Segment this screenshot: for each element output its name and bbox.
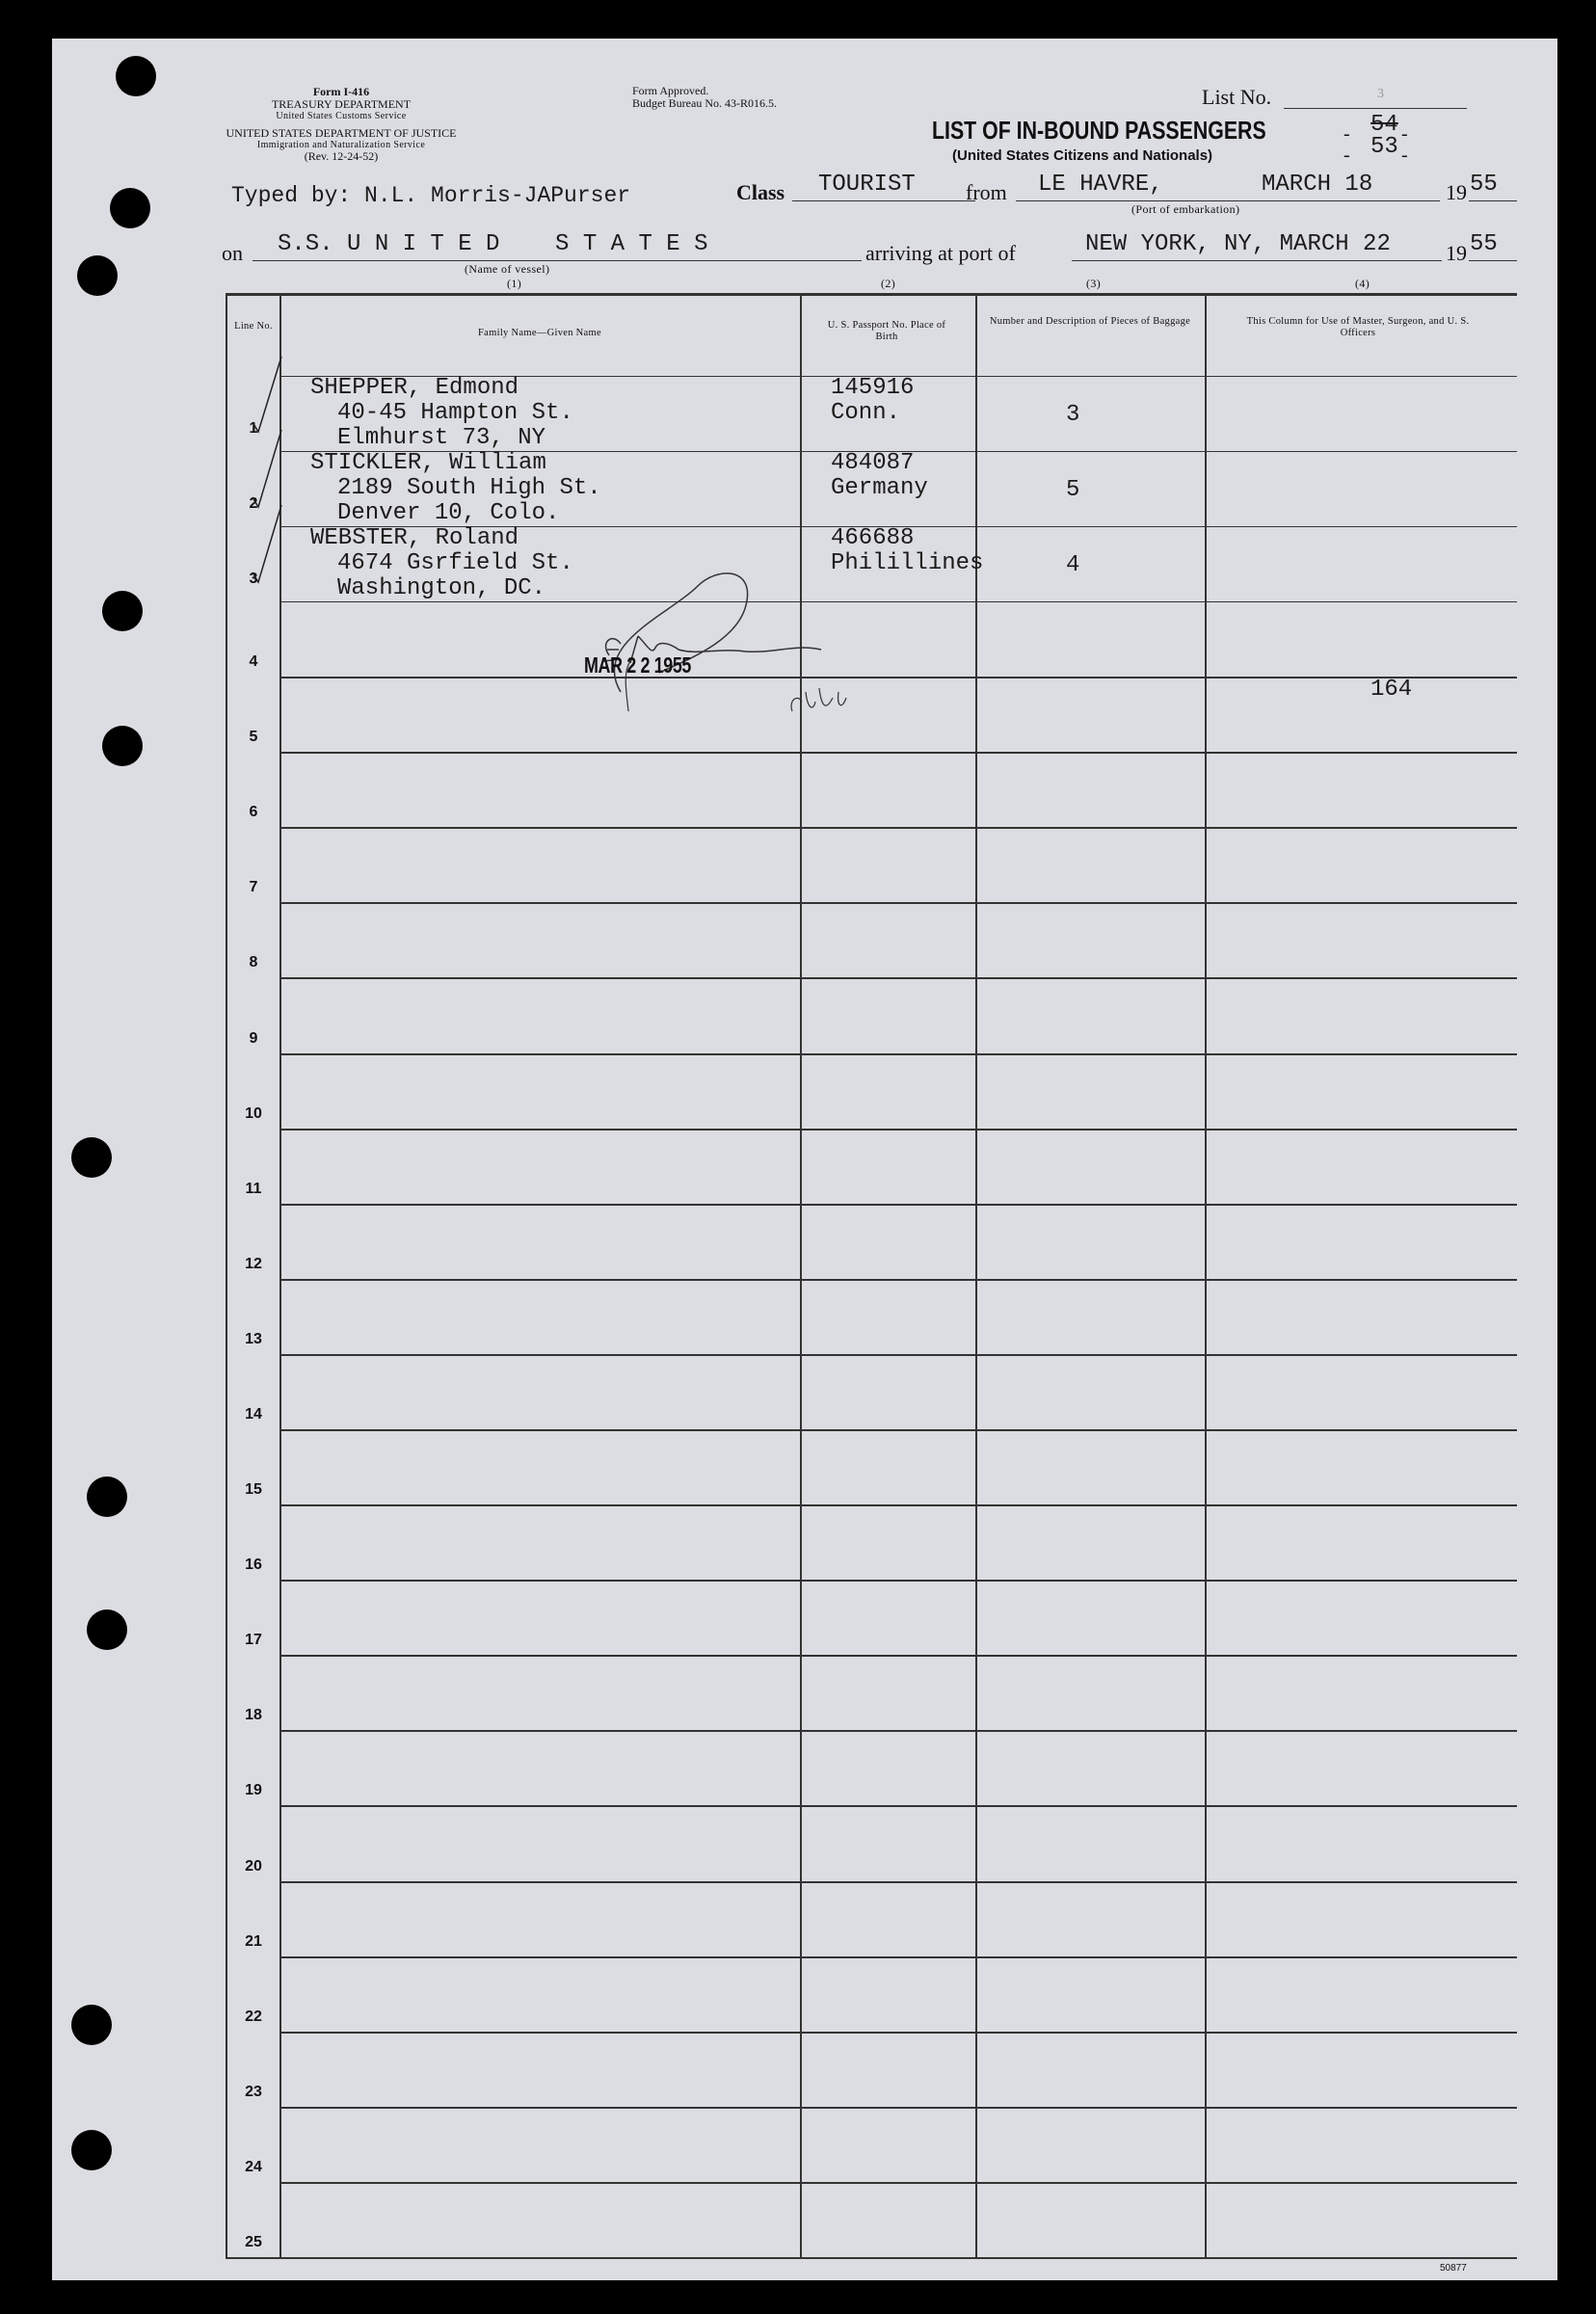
binder-hole (71, 2130, 112, 2170)
line-number: 7 (249, 879, 258, 895)
line-number: 6 (249, 804, 258, 820)
passenger-name: SHEPPER, Edmond (310, 375, 519, 401)
binder-hole (71, 2005, 112, 2045)
header-officers: This Column for Use of Master, Surgeon, and U. S. Officers (1246, 316, 1470, 338)
row-separator (281, 1655, 1517, 1657)
line-number: 25 (245, 2234, 262, 2250)
baggage-count: 4 (1066, 552, 1080, 578)
line-number: 17 (245, 1632, 262, 1648)
birth-place: Philillines (831, 550, 984, 576)
col-number-3: (3) (1086, 277, 1102, 290)
page-number: 53 (1370, 134, 1398, 160)
line-number: 15 (245, 1481, 262, 1498)
row-separator (281, 1504, 1517, 1506)
row-separator (281, 977, 1517, 979)
binder-hole (71, 1137, 112, 1178)
binder-hole (87, 1609, 127, 1650)
row-separator (281, 902, 1517, 904)
line-number: 14 (245, 1406, 262, 1423)
passport-number: 484087 (831, 450, 915, 476)
row-separator (281, 827, 1517, 829)
justice-label: UNITED STATES DEPARTMENT OF JUSTICE (226, 126, 457, 140)
officer-note: 164 (1370, 677, 1413, 703)
line-number: 8 (249, 954, 258, 971)
arriving-label: arriving at port of (862, 241, 1016, 266)
line-number: 1 (249, 420, 258, 437)
check-marks (245, 347, 303, 636)
line-number: 22 (245, 2008, 262, 2025)
vessel-name: S.S. U N I T E D S T A T E S (278, 231, 708, 257)
ins-label: Immigration and Naturalization Service (256, 140, 426, 150)
row-separator (281, 2032, 1517, 2034)
line-number: 13 (245, 1331, 262, 1347)
year-suffix: 55 (1470, 172, 1498, 198)
line-number: 24 (245, 2159, 262, 2175)
vessel-label: (Name of vessel) (465, 262, 550, 276)
typed-by: Typed by: N.L. Morris-JAPurser (231, 183, 631, 208)
passenger-address: 2189 South High St. (337, 475, 601, 501)
class-value: TOURIST (818, 172, 916, 198)
year-prefix: 19 (1446, 180, 1467, 204)
row-separator (281, 1354, 1517, 1356)
col-number-4: (4) (1355, 277, 1370, 290)
passenger-address: Elmhurst 73, NY (337, 425, 546, 451)
line-number: 16 (245, 1556, 262, 1573)
row-separator (281, 1956, 1517, 1958)
departure-date: MARCH 18 (1262, 172, 1373, 198)
arrival-year-suffix: 55 (1470, 231, 1498, 257)
passenger-name: WEBSTER, Roland (310, 525, 519, 551)
row-separator (281, 1881, 1517, 1883)
budget-bureau: Budget Bureau No. 43-R016.5. (632, 96, 777, 110)
page-number-struck: 54 (1370, 112, 1398, 138)
line-number: 11 (245, 1181, 262, 1197)
list-no-label: List No. (1202, 85, 1272, 109)
binder-hole (110, 188, 150, 228)
binder-hole (102, 726, 143, 766)
line-number: 18 (245, 1707, 262, 1723)
arrival-date-stamp: MAR 2 2 1955 (584, 652, 692, 678)
from-value: LE HAVRE, (1038, 172, 1163, 198)
passport-number: 466688 (831, 525, 915, 551)
birth-place: Germany (831, 475, 928, 501)
row-separator (281, 1053, 1517, 1055)
row-separator (281, 1580, 1517, 1582)
page-subtitle: (United States Citizens and Nationals) (952, 147, 1213, 164)
line-number: 12 (245, 1256, 262, 1272)
line-number: 23 (245, 2084, 262, 2100)
row-separator (281, 1204, 1517, 1206)
row-separator (281, 1129, 1517, 1130)
binder-hole (116, 56, 156, 96)
on-label: on (222, 241, 243, 265)
port-embarkation-label: (Port of embarkation) (1131, 202, 1240, 216)
col-number-1: (1) (507, 277, 522, 290)
line-number: 9 (249, 1030, 258, 1047)
passenger-address: Washington, DC. (337, 575, 546, 601)
from-label: from (966, 180, 1007, 204)
form-approved: Form Approved. (632, 84, 709, 97)
header-line-no: Line No. (234, 321, 273, 332)
binder-hole (102, 591, 143, 631)
binder-hole (87, 1476, 127, 1517)
class-label: Class (736, 180, 785, 204)
header-name: Family Name—Given Name (478, 328, 601, 338)
page-title: LIST OF IN-BOUND PASSENGERS (932, 116, 1266, 145)
line-number: 5 (249, 729, 258, 745)
line-number: 20 (245, 1858, 262, 1875)
row-separator (281, 1429, 1517, 1431)
baggage-count: 5 (1066, 477, 1080, 503)
row-separator (281, 1730, 1517, 1732)
line-number: 21 (245, 1933, 262, 1950)
manifest-page: Form I-416 TREASURY DEPARTMENT United States Customs Service UNITED STATES DEPARTMENT OF JUSTICE Immigration and Naturalization Service (Rev. 12-24-52) Form Approved. Budget Bureau No. 43-R016.5. List No. 3 LIST OF IN-BOUND PASSENGERS (United States Citizens and Nationals) 54 53 - - - - Typed by: N.L. Morris-JAPurser Class TOURIST from LE HAVRE, MARCH 18 19 55 (Port of embarkation) on S.S. U N I T E D S T A T E S arriving at port of NEW YORK, NY, MARCH 22 19 55 (Name of vessel) (1) (2) (3) (4) Line No. Family Name—Given Name U. S. Passport No. Place of Birth Number and Description of Pieces of Baggage This Column for Use of Master, Surgeon, and U. S. Officers 4 5 6 7 8 9 10 11 12 13 14 15 16 17 18 19 20 21 22 23 24 25 1 SHEPPER, Edmond 40-45 Hampton St. Elmhurst 73, NY 145916 Conn. 3 2 STICKLER, William 2189 South High St. Denver 10, Colo. 484087 Germany 5 3 WEBSTER, Roland 4674 Gsrfield St. Washington, DC. 466688 Philillines 4 MAR 2 2 1955 164 50877 (52, 39, 1557, 2280)
row-separator (281, 2182, 1517, 2184)
header-baggage: Number and Description of Pieces of Baggage (989, 316, 1191, 327)
passport-number: 145916 (831, 375, 915, 401)
row-separator (281, 601, 1517, 602)
list-no-value: 3 (1377, 87, 1384, 101)
row-separator (281, 752, 1517, 754)
line-number: 4 (249, 653, 258, 670)
binder-hole (77, 255, 118, 296)
line-number: 19 (245, 1782, 262, 1798)
arrival-port: NEW YORK, NY, MARCH 22 (1085, 231, 1391, 257)
passenger-address: 4674 Gsrfield St. (337, 550, 573, 576)
passenger-address: Denver 10, Colo. (337, 500, 560, 526)
col-number-2: (2) (881, 277, 896, 290)
line-number: 3 (249, 571, 258, 587)
row-separator (281, 1805, 1517, 1807)
row-separator (281, 1279, 1517, 1281)
form-code: 50877 (1440, 2263, 1467, 2274)
header-passport: U. S. Passport No. Place of Birth (827, 320, 946, 342)
treasury-label: TREASURY DEPARTMENT (271, 97, 412, 111)
line-number: 10 (245, 1105, 262, 1122)
passenger-address: 40-45 Hampton St. (337, 400, 573, 426)
form-number: Form I-416 (312, 85, 370, 98)
officer-signature (553, 547, 862, 740)
row-separator (281, 677, 1517, 678)
line-number: 2 (249, 495, 258, 512)
customs-label: United States Customs Service (276, 111, 407, 121)
passenger-name: STICKLER, William (310, 450, 546, 476)
baggage-count: 3 (1066, 402, 1080, 428)
arrival-year-prefix: 19 (1446, 241, 1467, 265)
birth-place: Conn. (831, 400, 901, 426)
revision-label: (Rev. 12-24-52) (304, 149, 379, 163)
row-separator (281, 2107, 1517, 2109)
